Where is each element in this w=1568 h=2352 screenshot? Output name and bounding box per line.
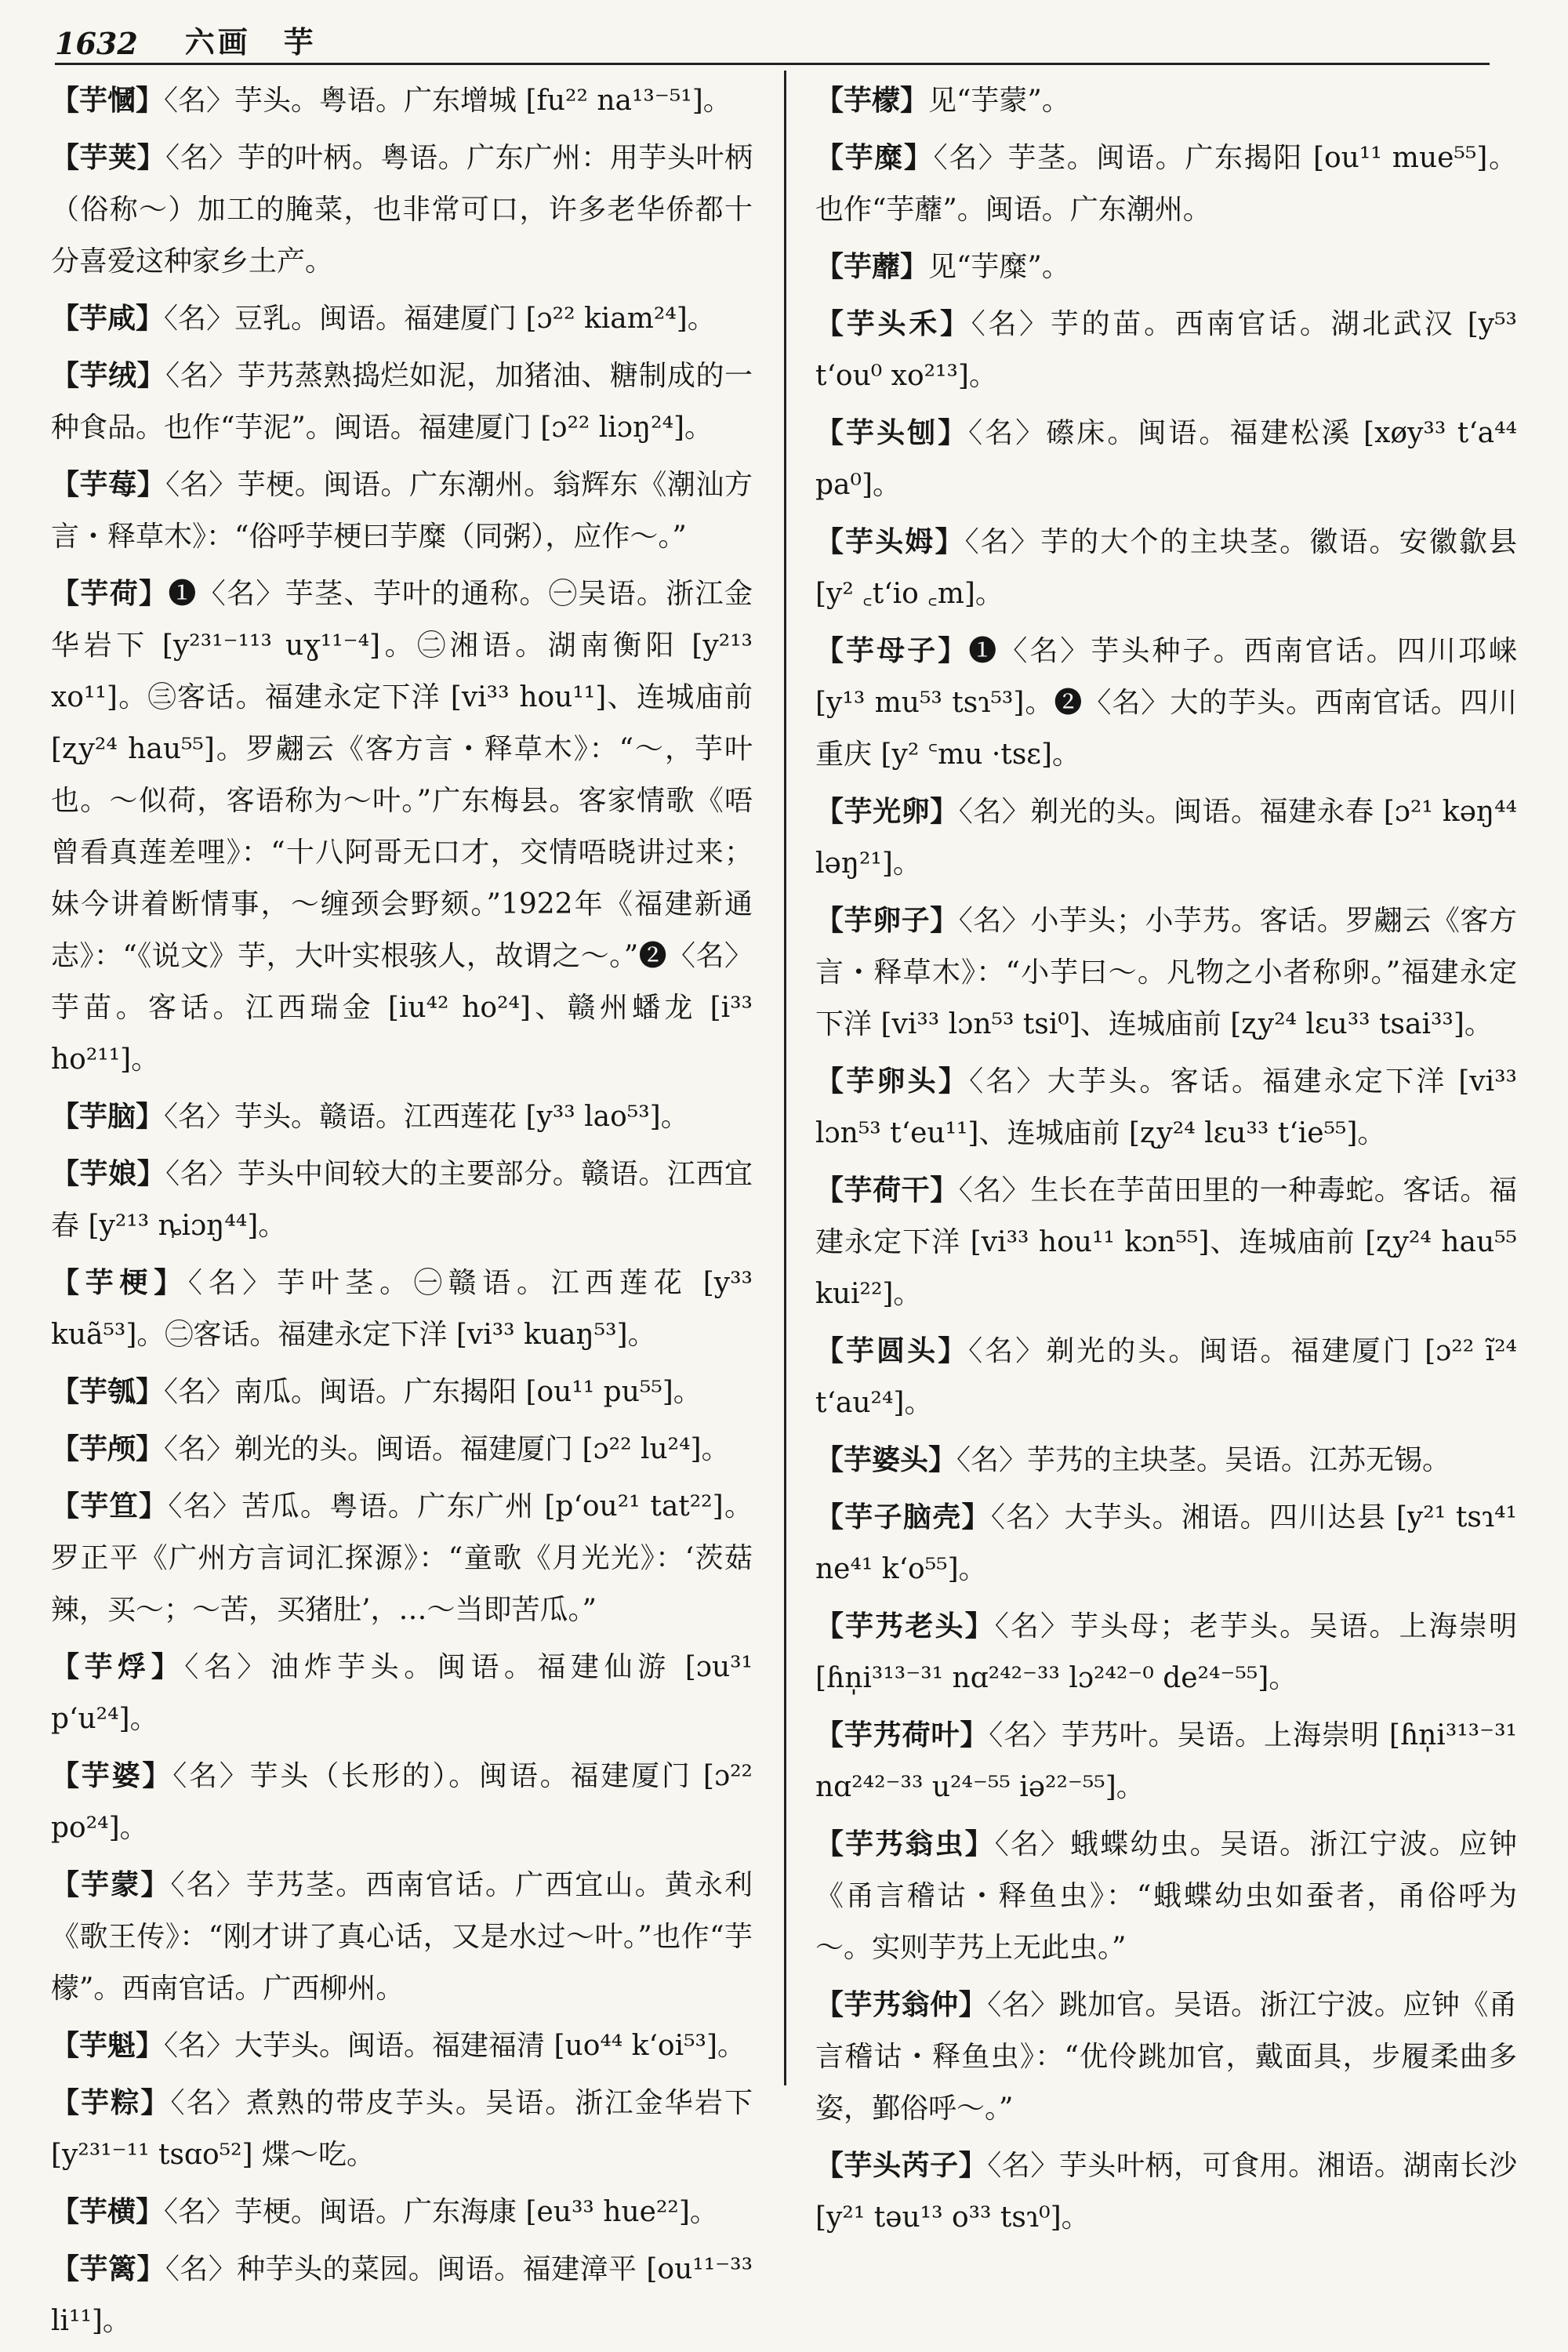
entry-definition: 〈名〉种芋头的菜园。闽语。福建漳平 [ou¹¹⁻³³ li¹¹]。 — [51, 2253, 753, 2337]
entry-headword: 【芋头芮子】 — [815, 2149, 988, 2182]
entry-definition: 〈名〉礤床。闽语。福建松溪 [xøy³³ t‘a⁴⁴ pa⁰]。 — [815, 417, 1517, 501]
entry-headword: 【芋糜】 — [815, 141, 934, 174]
entry-headword: 【芋颅】 — [51, 1432, 165, 1465]
entry-headword: 【芋咸】 — [51, 302, 165, 335]
entry-headword: 【芋艿老头】 — [815, 1610, 995, 1642]
entry-definition: 〈名〉剃光的头。闽语。福建永春 [ɔ²¹ kəŋ⁴⁴ ləŋ²¹]。 — [815, 796, 1517, 880]
dictionary-entry — [815, 1491, 1517, 1595]
dictionary-entry — [815, 895, 1517, 1051]
dictionary-entry — [815, 241, 1517, 293]
entry-definition: 〈名〉芋梗。闽语。广东潮州。翁辉东《潮汕方言・释草木》：“俗呼芋梗曰芋糜（同粥），应作～。” — [51, 469, 753, 553]
entry-headword: 【芋横】 — [51, 2195, 165, 2228]
dictionary-entry — [815, 516, 1517, 620]
dictionary-entry — [815, 132, 1517, 236]
entry-headword: 【芋荚】 — [51, 141, 166, 174]
entry-headword: 【芋莓】 — [51, 468, 166, 501]
dictionary-entry — [51, 1750, 753, 1854]
column-divider — [784, 71, 786, 2085]
dictionary-entry — [51, 2243, 753, 2347]
entry-headword: 【芋蒙】 — [51, 1868, 171, 1901]
header-rule — [55, 63, 1490, 65]
entry-headword: 【芋艿翁虫】 — [815, 1828, 995, 1860]
dictionary-entry — [815, 298, 1517, 402]
left-column — [51, 74, 753, 2352]
entry-definition: 〈名〉芋头母；老芋头。吴语。上海崇明 [ɦn̩i³¹³⁻³¹ nɑ²⁴²⁻³³ lɔ²⁴²⁻⁰ de²⁴⁻⁵⁵]。 — [815, 1610, 1517, 1694]
entry-definition: 〈名〉芋头。粤语。广东增城 [fu²² na¹³⁻⁵¹]。 — [164, 85, 731, 117]
entry-definition: 〈名〉芋茎。闽语。广东揭阳 [ou¹¹ mue⁵⁵]。也作“芋蘼”。闽语。广东潮州。 — [815, 142, 1517, 226]
dictionary-entry — [51, 132, 753, 288]
dictionary-entry — [815, 1818, 1517, 1974]
entry-definition: 〈名〉芋艿的主块茎。吴语。江苏无锡。 — [956, 1444, 1451, 1476]
dictionary-entry — [815, 74, 1517, 127]
dictionary-entry — [51, 2020, 753, 2072]
entry-headword: 【芋篱】 — [51, 2252, 165, 2285]
dictionary-entry — [815, 2140, 1517, 2244]
entry-definition: 〈名〉跳加官。吴语。浙江宁波。应钟《甬言稽诂・释鱼虫》：“优伶跳加官，戴面具，步履柔曲多姿，鄞俗呼～。” — [815, 1989, 1517, 2125]
entry-definition: 〈名〉芋头（长形的）。闽语。福建厦门 [ɔ²² po²⁴]。 — [51, 1760, 753, 1844]
dictionary-entry — [815, 407, 1517, 511]
entry-definition: 〈名〉芋头。赣语。江西莲花 [y³³ lao⁵³]。 — [164, 1101, 689, 1133]
entry-definition: 〈名〉剃光的头。闽语。福建厦门 [ɔ²² ĩ²⁴ t‘au²⁴]。 — [815, 1335, 1517, 1419]
entry-headword: 【芋脑】 — [51, 1100, 165, 1133]
entry-headword: 【芋子脑壳】 — [815, 1501, 991, 1534]
dictionary-entry — [51, 1257, 753, 1361]
page-number: 1632 — [55, 26, 138, 61]
entry-headword: 【芋笪】 — [51, 1490, 169, 1523]
entry-headword: 【芋头禾】 — [815, 307, 971, 340]
entry-headword: 【芋圆头】 — [815, 1334, 969, 1367]
dictionary-entry — [815, 786, 1517, 890]
entry-definition: 〈名〉煮熟的带皮芋头。吴语。浙江金华岩下 [y²³¹⁻¹¹ tsɑo⁵²] 煠～吃。 — [51, 2087, 753, 2171]
entry-headword: 【芋绒】 — [51, 359, 166, 392]
dictionary-entry — [51, 2077, 753, 2181]
entry-headword: 【芋荷干】 — [815, 1174, 959, 1207]
dictionary-entry — [51, 292, 753, 345]
entry-definition: 〈名〉芋叶茎。㊀赣语。江西莲花 [y³³ kuã⁵³]。㊁客话。福建永定下洋 [vi³³ kuaŋ⁵³]。 — [51, 1267, 753, 1351]
entry-headword: 【芋艿翁仲】 — [815, 1988, 988, 2021]
entry-headword: 【芋光卵】 — [815, 795, 959, 828]
entry-definition: 〈名〉豆乳。闽语。福建厦门 [ɔ²² kiam²⁴]。 — [164, 303, 716, 335]
dictionary-entry — [815, 1164, 1517, 1320]
entry-headword: 【芋婆头】 — [815, 1443, 957, 1476]
dictionary-entry — [51, 1423, 753, 1475]
entry-definition: 〈名〉蛾蝶幼虫。吴语。浙江宁波。应钟《甬言稽诂・释鱼虫》：“蛾蝶幼虫如蚕者，甬俗呼为～。实则芋艿上无此虫。” — [815, 1828, 1517, 1964]
entry-headword: 【芋婆】 — [51, 1759, 173, 1792]
section-title: 六画 芋 — [184, 24, 317, 60]
entry-definition: 见“芋糜”。 — [928, 251, 1070, 283]
entry-definition: 〈名〉苦瓜。粤语。广东广州 [p‘ou²¹ tat²²]。罗正平《广州方言词汇探源》：“童歌《月光光》：‘茨菇辣，买～；～苦，买猪肚’，…～当即苦瓜。” — [51, 1490, 753, 1626]
entry-definition: 〈名〉芋艿茎。西南官话。广西宜山。黄永利《歌王传》：“刚才讲了真心话，又是水过～叶。”也作“芋檬”。西南官话。广西柳州。 — [51, 1869, 753, 2005]
entry-headword: 【芋蘼】 — [815, 250, 929, 283]
entry-headword: 【芋母子】 — [815, 634, 969, 667]
entry-definition: 〈名〉小芋头；小芋艿。客话。罗翽云《客方言・释草木》：“小芋曰～。凡物之小者称卵。”福建永定下洋 [vi³³ lɔn⁵³ tsi⁰]、连城庙前 [ʐy²⁴ lɛu³³ tsai³³]。 — [815, 905, 1517, 1040]
entry-definition: 〈名〉南瓜。闽语。广东揭阳 [ou¹¹ pu⁵⁵]。 — [164, 1376, 702, 1408]
entry-definition: 〈名〉芋的叶柄。粤语。广东广州：用芋头叶柄（俗称～）加工的腌菜，也非常可口，许多老华侨都十分喜爱这种家乡土产。 — [51, 142, 753, 278]
entry-headword: 【芋卵子】 — [815, 904, 959, 937]
dictionary-entry — [815, 625, 1517, 781]
entry-definition: 〈名〉芋艿蒸熟捣烂如泥，加猪油、糖制成的一种食品。也作“芋泥”。闽语。福建厦门 [ɔ²² liɔŋ²⁴]。 — [51, 360, 753, 444]
dictionary-entry — [815, 1709, 1517, 1813]
dictionary-entry — [815, 1325, 1517, 1429]
entry-definition: 〈名〉大芋头。客话。福建永定下洋 [vi³³ lɔn⁵³ t‘eu¹¹]、连城庙前 [ʐy²⁴ lɛu³³ t‘ie⁵⁵]。 — [815, 1065, 1517, 1149]
entry-headword: 【芋檬】 — [815, 84, 929, 117]
entry-headword: 【芋魁】 — [51, 2029, 165, 2062]
entry-definition: 〈名〉芋的苗。西南官话。湖北武汉 [y⁵³ t‘ou⁰ xo²¹³]。 — [815, 308, 1517, 392]
entry-headword: 【芋荷】 — [51, 577, 169, 610]
right-column — [815, 74, 1517, 2249]
dictionary-entry — [51, 1091, 753, 1143]
entry-headword: 【芋卵头】 — [815, 1065, 970, 1098]
dictionary-entry — [51, 1859, 753, 2015]
entry-definition: 〈名〉芋梗。闽语。广东海康 [eu³³ hue²²]。 — [164, 2196, 718, 2228]
dictionary-entry — [815, 1600, 1517, 1704]
entry-definition: 〈名〉剃光的头。闽语。福建厦门 [ɔ²² lu²⁴]。 — [164, 1433, 730, 1465]
entry-headword: 【芋梗】 — [51, 1266, 188, 1299]
entry-definition: 〈名〉大芋头。湘语。四川达县 [y²¹ tsɿ⁴¹ ne⁴¹ k‘o⁵⁵]。 — [815, 1501, 1517, 1585]
entry-headword: 【芋烰】 — [51, 1650, 185, 1683]
dictionary-entry — [51, 1366, 753, 1418]
entry-headword: 【芋头刨】 — [815, 416, 969, 449]
dictionary-entry — [815, 1055, 1517, 1160]
entry-definition: 〈名〉芋的大个的主块茎。徽语。安徽歙县 [y² ꜀t‘io ꜀m]。 — [815, 526, 1517, 610]
dictionary-entry — [51, 74, 753, 127]
dictionary-entry — [51, 1148, 753, 1252]
entry-definition: ❶〈名〉芋茎、芋叶的通称。㊀吴语。浙江金华岩下 [y²³¹⁻¹¹³ uɣ¹¹⁻⁴]。㊁湘语。湖南衡阳 [y²¹³ xo¹¹]。㊂客话。福建永定下洋 [vi³³ hou¹¹]、连城庙前 [ʐy²⁴ hau⁵⁵]。罗翽云《客方言・释草木》：“～，芋叶也。～似荷，客语称为～叶。”广东梅县。客家情歌《唔曾看真莲差哩》：“十八阿哥无口才，交情唔晓讲过来；妹今讲着断情事，～缠颈会野颏。”1922年《福建新通志》：“《说文》芋，大叶实根骇人，故谓之～。”❷〈名〉芋苗。客话。江西瑞金 [iu⁴² ho²⁴]、赣州蟠龙 [i³³ ho²¹¹]。 — [51, 578, 753, 1076]
entry-headword: 【芋头姆】 — [815, 525, 965, 558]
dictionary-entry — [51, 568, 753, 1086]
dictionary-entry — [815, 1979, 1517, 2135]
entry-definition: 〈名〉大芋头。闽语。福建福清 [uo⁴⁴ k‘oi⁵³]。 — [164, 2030, 746, 2062]
entry-definition: 〈名〉生长在芋苗田里的一种毒蛇。客话。福建永定下洋 [vi³³ hou¹¹ kɔn⁵⁵]、连城庙前 [ʐy²⁴ hau⁵⁵ kui²²]。 — [815, 1174, 1517, 1310]
dictionary-entry — [51, 2186, 753, 2238]
dictionary-entry — [51, 1641, 753, 1745]
entry-headword: 【芋粽】 — [51, 2086, 171, 2119]
entry-definition: 见“芋蒙”。 — [928, 85, 1070, 117]
dictionary-entry — [815, 1434, 1517, 1486]
entry-headword: 【芋娘】 — [51, 1157, 166, 1190]
entry-definition: 〈名〉芋头叶柄，可食用。湘语。湖南长沙 [y²¹ təu¹³ o³³ tsɿ⁰]。 — [815, 2150, 1517, 2234]
entry-headword: 【芋瓠】 — [51, 1375, 165, 1408]
entry-definition: 〈名〉油炸芋头。闽语。福建仙游 [ɔu³¹ p‘u²⁴]。 — [51, 1651, 753, 1735]
entry-headword: 【芋慖】 — [51, 84, 165, 117]
dictionary-entry — [51, 1480, 753, 1636]
page-header — [55, 17, 1490, 61]
entry-headword: 【芋艿荷叶】 — [815, 1719, 989, 1751]
dictionary-entry — [51, 350, 753, 454]
dictionary-entry — [51, 459, 753, 563]
entry-definition: ❶〈名〉芋头种子。西南官话。四川邛崃 [y¹³ mu⁵³ tsɿ⁵³]。❷〈名〉大的芋头。西南官话。四川重庆 [y² ꜂mu ·tsɛ]。 — [815, 635, 1517, 771]
entry-definition: 〈名〉芋艿叶。吴语。上海崇明 [ɦn̩i³¹³⁻³¹ nɑ²⁴²⁻³³ u²⁴⁻⁵⁵ iə²²⁻⁵⁵]。 — [815, 1719, 1517, 1803]
entry-definition: 〈名〉芋头中间较大的主要部分。赣语。江西宜春 [y²¹³ ȵiɔŋ⁴⁴]。 — [51, 1158, 753, 1242]
